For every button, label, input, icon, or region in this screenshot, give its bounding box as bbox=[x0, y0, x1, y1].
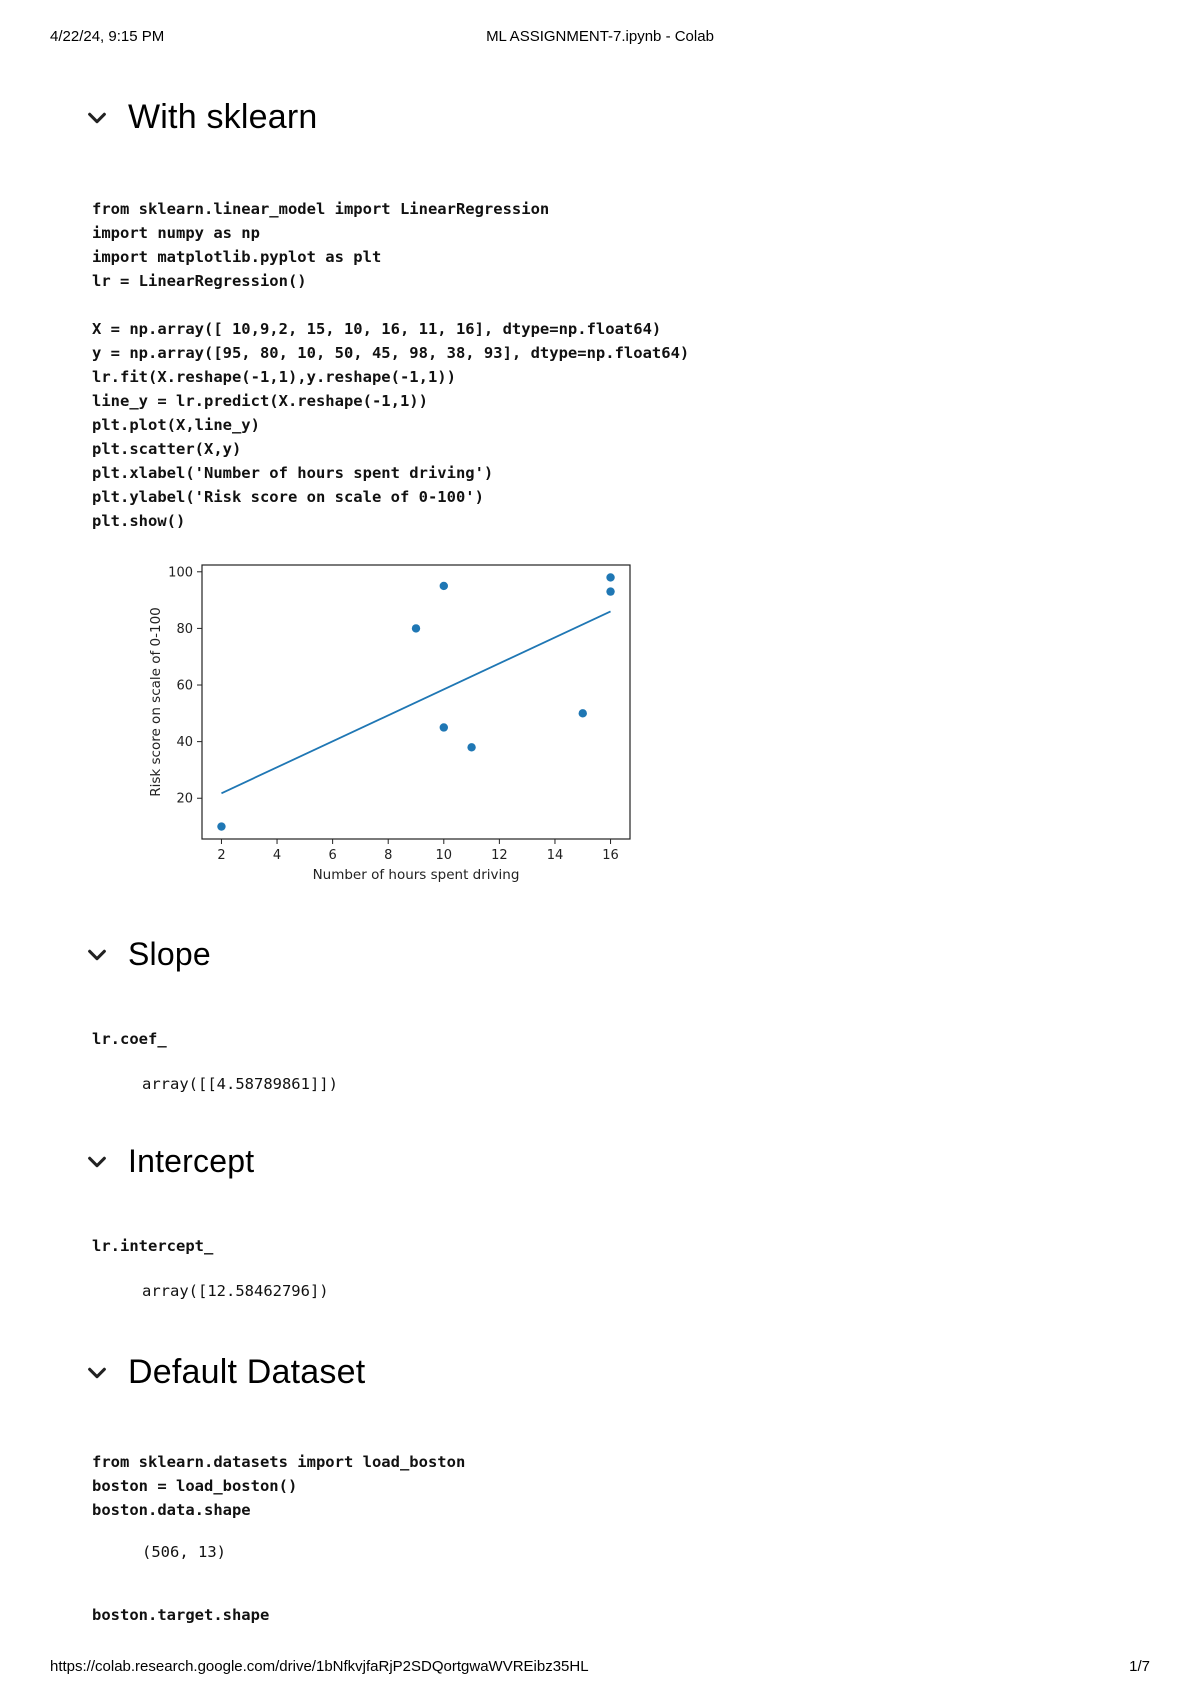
x-tick-label: 14 bbox=[546, 848, 564, 863]
page-number: 1/7 bbox=[1129, 1658, 1150, 1675]
section-title: Intercept bbox=[128, 1143, 255, 1179]
x-tick-label: 6 bbox=[328, 848, 337, 863]
x-tick-label: 2 bbox=[217, 848, 226, 863]
page-url: https://colab.research.google.com/drive/1bNfkvjfaRjP2SDQortgwaWVREibz35HL bbox=[50, 1658, 589, 1675]
x-tick-label: 4 bbox=[272, 848, 282, 863]
output-data-shape: (506, 13) bbox=[142, 1543, 226, 1561]
code-cell-intercept[interactable]: lr.intercept_ bbox=[92, 1237, 214, 1255]
regression-line bbox=[221, 611, 610, 793]
scatter-point bbox=[412, 624, 420, 632]
scatter-point bbox=[440, 723, 448, 731]
chevron-down-icon[interactable] bbox=[86, 1362, 108, 1384]
scatter-point bbox=[606, 573, 614, 581]
section-header-default-dataset[interactable] bbox=[86, 1353, 365, 1392]
code-cell-target-shape[interactable]: boston.target.shape bbox=[92, 1606, 270, 1624]
section-header-intercept[interactable] bbox=[86, 1143, 254, 1180]
code-cell-load-boston[interactable]: from sklearn.datasets import load_boston boston = load_boston() boston.data.shape bbox=[92, 1453, 466, 1519]
chevron-down-icon[interactable] bbox=[86, 944, 108, 966]
code-cell-coef[interactable]: lr.coef_ bbox=[92, 1030, 167, 1048]
y-tick-label: 100 bbox=[168, 565, 193, 581]
x-tick-label: 12 bbox=[491, 848, 508, 863]
print-datetime: 4/22/24, 9:15 PM bbox=[50, 28, 165, 45]
x-tick-label: 16 bbox=[602, 848, 619, 863]
x-axis-label: Number of hours spent driving bbox=[312, 867, 520, 883]
x-tick-label: 8 bbox=[384, 848, 393, 863]
y-tick-label: 80 bbox=[176, 621, 193, 637]
scatter-point bbox=[606, 587, 614, 595]
output-intercept: array([12.58462796]) bbox=[142, 1282, 329, 1300]
scatter-point bbox=[440, 582, 448, 590]
y-axis-label: Risk score on scale of 0-100 bbox=[148, 607, 164, 797]
section-title: Default Dataset bbox=[128, 1353, 366, 1391]
y-tick-label: 40 bbox=[176, 735, 193, 751]
y-tick-label: 60 bbox=[176, 678, 193, 694]
chevron-down-icon[interactable] bbox=[86, 1151, 108, 1173]
output-coef: array([[4.58789861]]) bbox=[142, 1075, 338, 1093]
scatter-point bbox=[217, 822, 225, 830]
section-title: With sklearn bbox=[128, 98, 318, 136]
scatter-point bbox=[467, 743, 475, 751]
chevron-down-icon[interactable] bbox=[86, 107, 108, 129]
page-title: ML ASSIGNMENT-7.ipynb - Colab bbox=[486, 28, 714, 45]
scatter-regression-chart bbox=[130, 555, 650, 900]
section-header-slope[interactable] bbox=[86, 936, 211, 973]
section-title: Slope bbox=[128, 936, 211, 972]
section-header-with-sklearn[interactable] bbox=[86, 98, 317, 137]
y-tick-label: 20 bbox=[176, 791, 193, 807]
x-tick-label: 10 bbox=[435, 848, 453, 863]
code-cell-sklearn[interactable]: from sklearn.linear_model import LinearRegression import numpy as np import matplotlib.pyplot as plt lr = LinearRegression() X = np.array([ 10,9,2, 15, 10, 16, 11, 16], dtype=np.float64) y = np.array([95, 80, 10, 50, 45, 98, 38, 93], dtype=np.float64) lr.fit(X.reshape(-1,1),y.reshape(-1,1)) line_y = lr.predict(X.reshape(-1,1)) plt.plot(X,line_y) plt.scatter(X,y) plt.xlabel('Number of hours spent driving') plt.ylabel('Risk score on scale of 0-100') plt.show() bbox=[92, 200, 690, 530]
scatter-point bbox=[579, 709, 587, 717]
